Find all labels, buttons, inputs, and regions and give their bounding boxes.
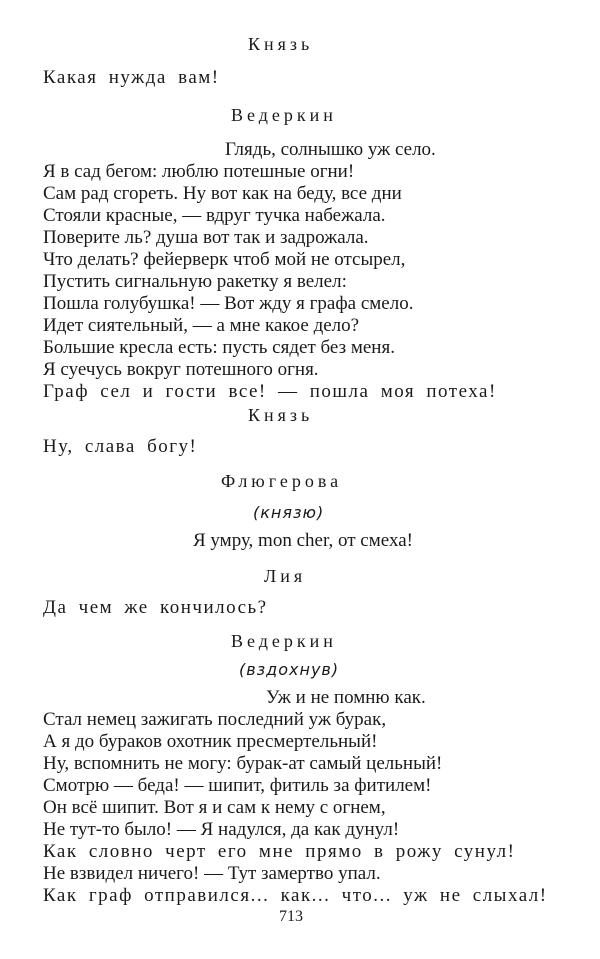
speaker-name: Ведеркин [231, 105, 337, 125]
verse-line: Что делать? фейерверк чтоб мой не отсырел, [43, 249, 406, 270]
verse-line: Пошла голубушка! — Вот жду я графа смело. [43, 293, 414, 314]
speaker-name: Князь [248, 405, 314, 425]
verse-line: Я в сад бегом: люблю потешные огни! [43, 161, 355, 182]
verse-line: Я суечусь вокруг потешного огня. [43, 359, 319, 380]
verse-line: Какая нужда вам! [43, 67, 220, 88]
verse-line: Как граф отправился... как... что... уж не слыхал! [43, 885, 548, 906]
verse-line: Ну, вспомнить не могу: бурак-ат самый цельный! [43, 753, 443, 774]
verse-line: Да чем же кончилось? [43, 597, 268, 618]
speaker-name: Ведеркин [231, 631, 337, 651]
verse-line: Уж и не помню как. [266, 687, 426, 708]
stage-direction: (вздохнув) [239, 660, 340, 679]
verse-line: А я до бураков охотник пресмертельный! [43, 731, 378, 752]
verse-line: Глядь, солнышко уж село. [225, 139, 436, 160]
verse-line: Я умру, mon cher, от смеха! [193, 530, 413, 551]
speaker-name: Князь [248, 34, 314, 54]
verse-line: Большие кресла есть: пусть сядет без меня. [43, 337, 395, 358]
verse-line: Ну, слава богу! [43, 436, 198, 457]
verse-line: Стал немец зажигать последний уж бурак, [43, 709, 387, 730]
verse-line: Пустить сигнальную ракетку я велел: [43, 271, 347, 292]
speaker-name: Флюгерова [221, 471, 343, 491]
verse-line: Не тут-то было! — Я надулся, да как дунул! [43, 819, 400, 840]
speaker-name: Лия [264, 566, 307, 586]
page-number: 713 [279, 908, 303, 925]
verse-line: Идет сиятельный, — а мне какое дело? [43, 315, 360, 336]
verse-line: Смотрю — беда! — шипит, фитиль за фитилем! [43, 775, 432, 796]
verse-line: Поверите ль? душа вот так и задрожала. [43, 227, 369, 248]
verse-line: Сам рад сгореть. Ну вот как на беду, все дни [43, 183, 402, 204]
verse-line: Не взвидел ничего! — Тут замертво упал. [43, 863, 381, 884]
stage-direction: (князю) [253, 503, 325, 522]
verse-line: Стояли красные, — вдруг тучка набежала. [43, 205, 386, 226]
verse-line: Граф сел и гости все! — пошла моя потеха! [43, 381, 497, 402]
verse-line: Он всё шипит. Вот я и сам к нему с огнем, [43, 797, 386, 818]
verse-line: Как словно черт его мне прямо в рожу сунул! [43, 841, 516, 862]
